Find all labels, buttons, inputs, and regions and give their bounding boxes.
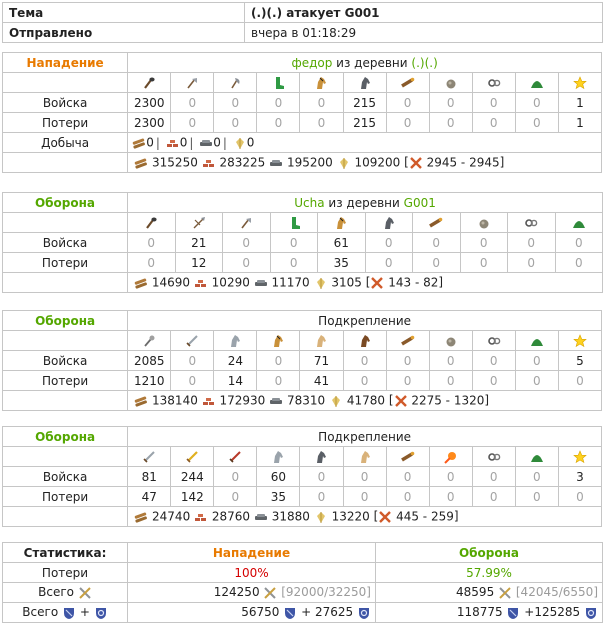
unit-count-cell: 0 [460, 253, 508, 273]
wood-icon [132, 136, 146, 150]
unit-count-cell: 24 [214, 351, 257, 371]
horse-grey-icon [271, 450, 285, 464]
unit-count-cell: 0 [343, 467, 386, 487]
sword-icon [185, 334, 199, 348]
unit-count-cell: 0 [214, 467, 257, 487]
carry-value: 445 - 259 [396, 509, 454, 524]
catapult-icon [444, 334, 458, 348]
res-clay: 10290 [211, 275, 250, 290]
carry-icon [409, 156, 423, 170]
total-label-text: Всего [38, 585, 75, 600]
carry-icon [370, 276, 384, 290]
unit-count-cell: 0 [386, 113, 429, 133]
res-iron: 78310 [286, 393, 326, 408]
sword-icon [142, 450, 156, 464]
subject-value: (.)(.) атакует G001 [245, 3, 603, 23]
catapult-icon [444, 76, 458, 90]
loot-wood: 0 [146, 135, 154, 150]
ram-icon [401, 450, 415, 464]
unit-count-cell: 0 [223, 253, 271, 273]
club-icon [142, 76, 156, 90]
troops-row [3, 233, 603, 253]
unit-count-cell: 0 [365, 253, 413, 273]
shield-icon [506, 606, 520, 620]
unit-count-cell: 35 [318, 253, 366, 273]
carry-value: 143 - 82 [388, 275, 439, 290]
loot-row [3, 133, 602, 153]
empty-cell [3, 507, 128, 527]
settler-icon [530, 76, 544, 90]
hero-icon [573, 76, 587, 90]
unit-count-cell: 0 [386, 351, 429, 371]
loot-label: Добыча [3, 133, 128, 153]
unit-count-cell: 0 [429, 371, 472, 391]
defense-total-detail: [42045/6550] [515, 585, 598, 600]
troops-row [3, 467, 602, 487]
unit-count-cell: 0 [558, 487, 601, 507]
attack-defense-total [128, 603, 376, 623]
unit-count-cell: 215 [343, 93, 386, 113]
unit-count-cell: 5 [558, 351, 601, 371]
shield-circle-icon [357, 606, 371, 620]
club-icon [144, 216, 158, 230]
unit-count-cell: 35 [257, 487, 300, 507]
defense-total-value: 48595 [456, 585, 495, 600]
unit-count-cell: 0 [171, 113, 214, 133]
attacker-player-link[interactable]: федор [291, 55, 333, 70]
hero-icon [573, 334, 587, 348]
ram-icon [401, 76, 415, 90]
res-clay: 172930 [219, 393, 266, 408]
reinforcement-title: Оборона [3, 311, 128, 331]
stats-total-label [3, 583, 128, 603]
unit-count-cell: 0 [429, 351, 472, 371]
empty-cell [3, 273, 128, 293]
attack-total-detail: [92000/32250] [281, 585, 371, 600]
losses-label: Потери [3, 371, 128, 391]
unit-count-cell: 61 [318, 233, 366, 253]
res-crop: 13220 [331, 509, 370, 524]
stats-losses-label: Потери [3, 563, 128, 583]
unit-count-cell: 244 [171, 467, 214, 487]
clay-icon [166, 136, 180, 150]
unit-count-cell: 0 [257, 351, 300, 371]
res-iron: 31880 [271, 509, 310, 524]
unit-count-cell: 81 [128, 467, 171, 487]
unit-count-cell: 0 [223, 233, 271, 253]
empty-cell [3, 447, 128, 467]
unit-count-cell: 0 [508, 233, 556, 253]
unit-count-cell: 47 [128, 487, 171, 507]
empty-cell [3, 213, 128, 233]
iron-icon [269, 156, 283, 170]
reinforcement-resources: 138140 172930 78310 41780 [ 2275 - 1320] [128, 391, 602, 411]
defense-total [376, 583, 603, 603]
carry-icon [378, 510, 392, 524]
res-clay: 28760 [211, 509, 251, 524]
unit-count-cell: 0 [429, 93, 472, 113]
wood-icon [134, 510, 148, 524]
loot-crop: 0 [246, 135, 255, 150]
unit-count-cell: 0 [365, 233, 413, 253]
loot-values: 0 | 0 | 0 | 0 [128, 133, 602, 153]
catapult-icon [477, 216, 491, 230]
attack-def-b: 27625 [314, 605, 354, 620]
helmet-horse-icon [358, 76, 372, 90]
carry-icon [394, 394, 408, 408]
empty-cell [3, 391, 128, 411]
boot-icon [287, 216, 301, 230]
unit-count-cell: 0 [555, 253, 603, 273]
shield-icon [283, 606, 297, 620]
statistics-table [2, 542, 603, 623]
unit-count-cell: 0 [515, 487, 558, 507]
chief-icon [524, 216, 538, 230]
unit-count-cell: 0 [214, 93, 257, 113]
clay-icon [202, 156, 216, 170]
chief-icon [487, 450, 501, 464]
unit-count-cell: 71 [300, 351, 343, 371]
unit-count-cell: 0 [515, 351, 558, 371]
res-clay: 283225 [219, 155, 266, 170]
unit-count-cell: 0 [472, 351, 515, 371]
unit-count-cell: 142 [171, 487, 214, 507]
res-crop: 41780 [346, 393, 385, 408]
mace-icon [142, 334, 156, 348]
hatchet-icon [228, 76, 242, 90]
unit-icons-row [3, 331, 602, 351]
sent-label: Отправлено [3, 23, 245, 43]
defense-defense-total [376, 603, 603, 623]
unit-count-cell: 0 [515, 371, 558, 391]
carry-value: 2275 - 1320 [411, 393, 485, 408]
chief-icon [487, 76, 501, 90]
unit-count-cell: 0 [343, 487, 386, 507]
unit-count-cell: 1 [558, 113, 601, 133]
unit-count-cell: 21 [175, 233, 223, 253]
iron-icon [199, 136, 213, 150]
settler-icon [530, 334, 544, 348]
unit-count-cell: 0 [300, 113, 343, 133]
loot-clay: 0 [179, 135, 188, 150]
unit-count-cell: 0 [472, 487, 515, 507]
reinforcement-title: Оборона [3, 427, 128, 447]
stats-defense-header: Оборона [376, 543, 603, 563]
crop-icon [337, 156, 351, 170]
unit-count-cell: 60 [257, 467, 300, 487]
stats-total2-label [3, 603, 128, 623]
hero-icon [573, 450, 587, 464]
defender-village-link[interactable]: G001 [403, 195, 436, 210]
unit-count-cell: 0 [270, 233, 318, 253]
resources-row [3, 153, 602, 173]
clay-icon [202, 394, 216, 408]
red-sword-icon [228, 450, 242, 464]
attacker-title: Нападение [3, 53, 128, 73]
unit-count-cell: 0 [429, 113, 472, 133]
unit-count-cell: 0 [472, 93, 515, 113]
iron-icon [254, 276, 268, 290]
res-iron: 11170 [271, 275, 310, 290]
horse-helmet-icon [271, 334, 285, 348]
horse-gold-icon [314, 334, 328, 348]
report-header [2, 2, 603, 43]
horse-dark-icon [314, 450, 328, 464]
res-iron: 195200 [286, 155, 333, 170]
losses-label: Потери [3, 113, 128, 133]
iron-icon [269, 394, 283, 408]
unit-count-cell: 0 [214, 487, 257, 507]
unit-count-cell: 1 [558, 93, 601, 113]
defender-table [2, 192, 603, 293]
unit-count-cell: 0 [558, 371, 601, 391]
attack-total-value: 124250 [213, 585, 260, 600]
unit-count-cell: 0 [472, 113, 515, 133]
horse-icon [314, 76, 328, 90]
attack-def-a: 56750 [241, 605, 280, 620]
plus-sign: + [79, 605, 90, 620]
unit-count-cell: 0 [460, 233, 508, 253]
unit-count-cell: 0 [128, 253, 176, 273]
wood-icon [134, 276, 148, 290]
crossed-swords-icon [498, 586, 512, 600]
loot-iron: 0 [213, 135, 221, 150]
reinforcement-caption: Подкрепление [128, 311, 602, 331]
from-village-text: из деревни [336, 55, 408, 70]
losses-row [3, 487, 602, 507]
shield-icon [62, 606, 76, 620]
plus-sign: + [301, 605, 312, 620]
unit-count-cell: 3 [558, 467, 601, 487]
unit-count-cell: 0 [386, 371, 429, 391]
res-wood: 138140 [152, 393, 198, 408]
resources-row [3, 391, 602, 411]
clay-icon [194, 276, 208, 290]
unit-count-cell: 0 [343, 351, 386, 371]
resources-row [3, 273, 603, 293]
reinforcement-caption: Подкрепление [128, 427, 602, 447]
unit-count-cell: 0 [300, 487, 343, 507]
fireball-icon [444, 450, 458, 464]
losses-row [3, 253, 603, 273]
settler-icon [572, 216, 586, 230]
axe-icon [185, 76, 199, 90]
unit-count-cell: 0 [171, 93, 214, 113]
unit-count-cell: 0 [257, 113, 300, 133]
spear-icon [192, 216, 206, 230]
unit-count-cell: 0 [413, 233, 461, 253]
unit-count-cell: 2085 [128, 351, 171, 371]
settler-icon [530, 450, 544, 464]
unit-count-cell: 0 [386, 467, 429, 487]
unit-count-cell: 0 [472, 371, 515, 391]
unit-count-cell: 2300 [128, 93, 171, 113]
losses-label: Потери [3, 253, 128, 273]
unit-count-cell: 0 [300, 93, 343, 113]
unit-count-cell: 0 [214, 113, 257, 133]
defender-resources: 14690 10290 11170 3105 [ 143 - 82] [128, 273, 603, 293]
unit-count-cell: 0 [429, 487, 472, 507]
attack-losses-percent: 100% [128, 563, 376, 583]
res-crop: 109200 [354, 155, 401, 170]
unit-count-cell: 2300 [128, 113, 171, 133]
unit-icons-row [3, 213, 603, 233]
unit-count-cell: 0 [386, 93, 429, 113]
unit-count-cell: 0 [128, 233, 176, 253]
shield-circle-icon [584, 606, 598, 620]
unit-count-cell: 0 [515, 113, 558, 133]
troops-label: Войска [3, 93, 128, 113]
wood-icon [134, 156, 148, 170]
unit-icons-row [3, 447, 602, 467]
losses-row [3, 113, 602, 133]
unit-count-cell: 0 [413, 253, 461, 273]
unit-count-cell: 0 [171, 351, 214, 371]
unit-count-cell: 0 [472, 467, 515, 487]
defender-title: Оборона [3, 193, 128, 213]
attack-total [128, 583, 376, 603]
reinforcement-resources: 24740 28760 31880 13220 [ 445 - 259] [128, 507, 602, 527]
golden-sword-icon [185, 450, 199, 464]
boot-icon [271, 76, 285, 90]
shield-circle-icon [94, 606, 108, 620]
iron-icon [254, 510, 268, 524]
troops-label: Войска [3, 467, 128, 487]
attacker-table [2, 52, 602, 173]
crop-icon [329, 394, 343, 408]
crossed-swords-icon [263, 586, 277, 600]
clay-icon [194, 510, 208, 524]
wood-icon [134, 394, 148, 408]
helmet-horse-icon [382, 216, 396, 230]
troops-label: Войска [3, 351, 128, 371]
horse-light-icon [358, 450, 372, 464]
unit-count-cell: 0 [386, 487, 429, 507]
unit-count-cell: 0 [515, 93, 558, 113]
res-wood: 315250 [152, 155, 198, 170]
crop-icon [314, 510, 328, 524]
ram-icon [429, 216, 443, 230]
defense-def-b: +125285 [524, 605, 581, 620]
unit-count-cell: 1210 [128, 371, 171, 391]
from-village-text: из деревни [328, 195, 400, 210]
attacker-resources: 315250 283225 195200 109200 [ 2945 - 2945] [128, 153, 602, 173]
empty-cell [3, 73, 128, 93]
res-crop: 3105 [331, 275, 362, 290]
sent-value: вчера в 01:18:29 [245, 23, 603, 43]
troops-row [3, 351, 602, 371]
empty-cell [3, 153, 128, 173]
attacker-caption [128, 53, 602, 73]
losses-row [3, 371, 602, 391]
chief-icon [487, 334, 501, 348]
unit-count-cell: 0 [429, 467, 472, 487]
unit-count-cell: 0 [171, 371, 214, 391]
defender-player-link[interactable]: Ucha [294, 195, 325, 210]
crop-icon [233, 136, 247, 150]
troops-label: Войска [3, 233, 128, 253]
unit-count-cell: 0 [343, 371, 386, 391]
crop-icon [314, 276, 328, 290]
unit-count-cell: 0 [257, 93, 300, 113]
unit-count-cell: 0 [300, 467, 343, 487]
horse-icon [334, 216, 348, 230]
unit-count-cell: 12 [175, 253, 223, 273]
horse-icon [228, 334, 242, 348]
stats-attack-header: Нападение [128, 543, 376, 563]
empty-cell [3, 331, 128, 351]
reinforcement-table-2 [2, 426, 602, 527]
stats-title: Статистика: [3, 543, 128, 563]
losses-label: Потери [3, 487, 128, 507]
unit-count-cell: 41 [300, 371, 343, 391]
unit-count-cell: 0 [555, 233, 603, 253]
carry-value: 2945 - 2945 [426, 155, 500, 170]
horse-brown-icon [358, 334, 372, 348]
troops-row [3, 93, 602, 113]
unit-count-cell: 0 [515, 467, 558, 487]
attacker-village-link[interactable]: (.)(.) [411, 55, 438, 70]
res-wood: 14690 [151, 275, 191, 290]
subject-label: Тема [3, 3, 245, 23]
defense-def-a: 118775 [456, 605, 503, 620]
axe-icon [239, 216, 253, 230]
unit-count-cell: 215 [343, 113, 386, 133]
reinforcement-table-1 [2, 310, 602, 411]
crossed-swords-icon [78, 586, 92, 600]
defense-losses-percent: 57.99% [376, 563, 603, 583]
resources-row [3, 507, 602, 527]
unit-count-cell: 0 [270, 253, 318, 273]
res-wood: 24740 [152, 509, 191, 524]
defender-caption [128, 193, 603, 213]
ram-icon [401, 334, 415, 348]
unit-count-cell: 14 [214, 371, 257, 391]
unit-count-cell: 0 [508, 253, 556, 273]
unit-icons-row [3, 73, 602, 93]
unit-count-cell: 0 [257, 371, 300, 391]
total2-label-text: Всего [22, 605, 59, 620]
